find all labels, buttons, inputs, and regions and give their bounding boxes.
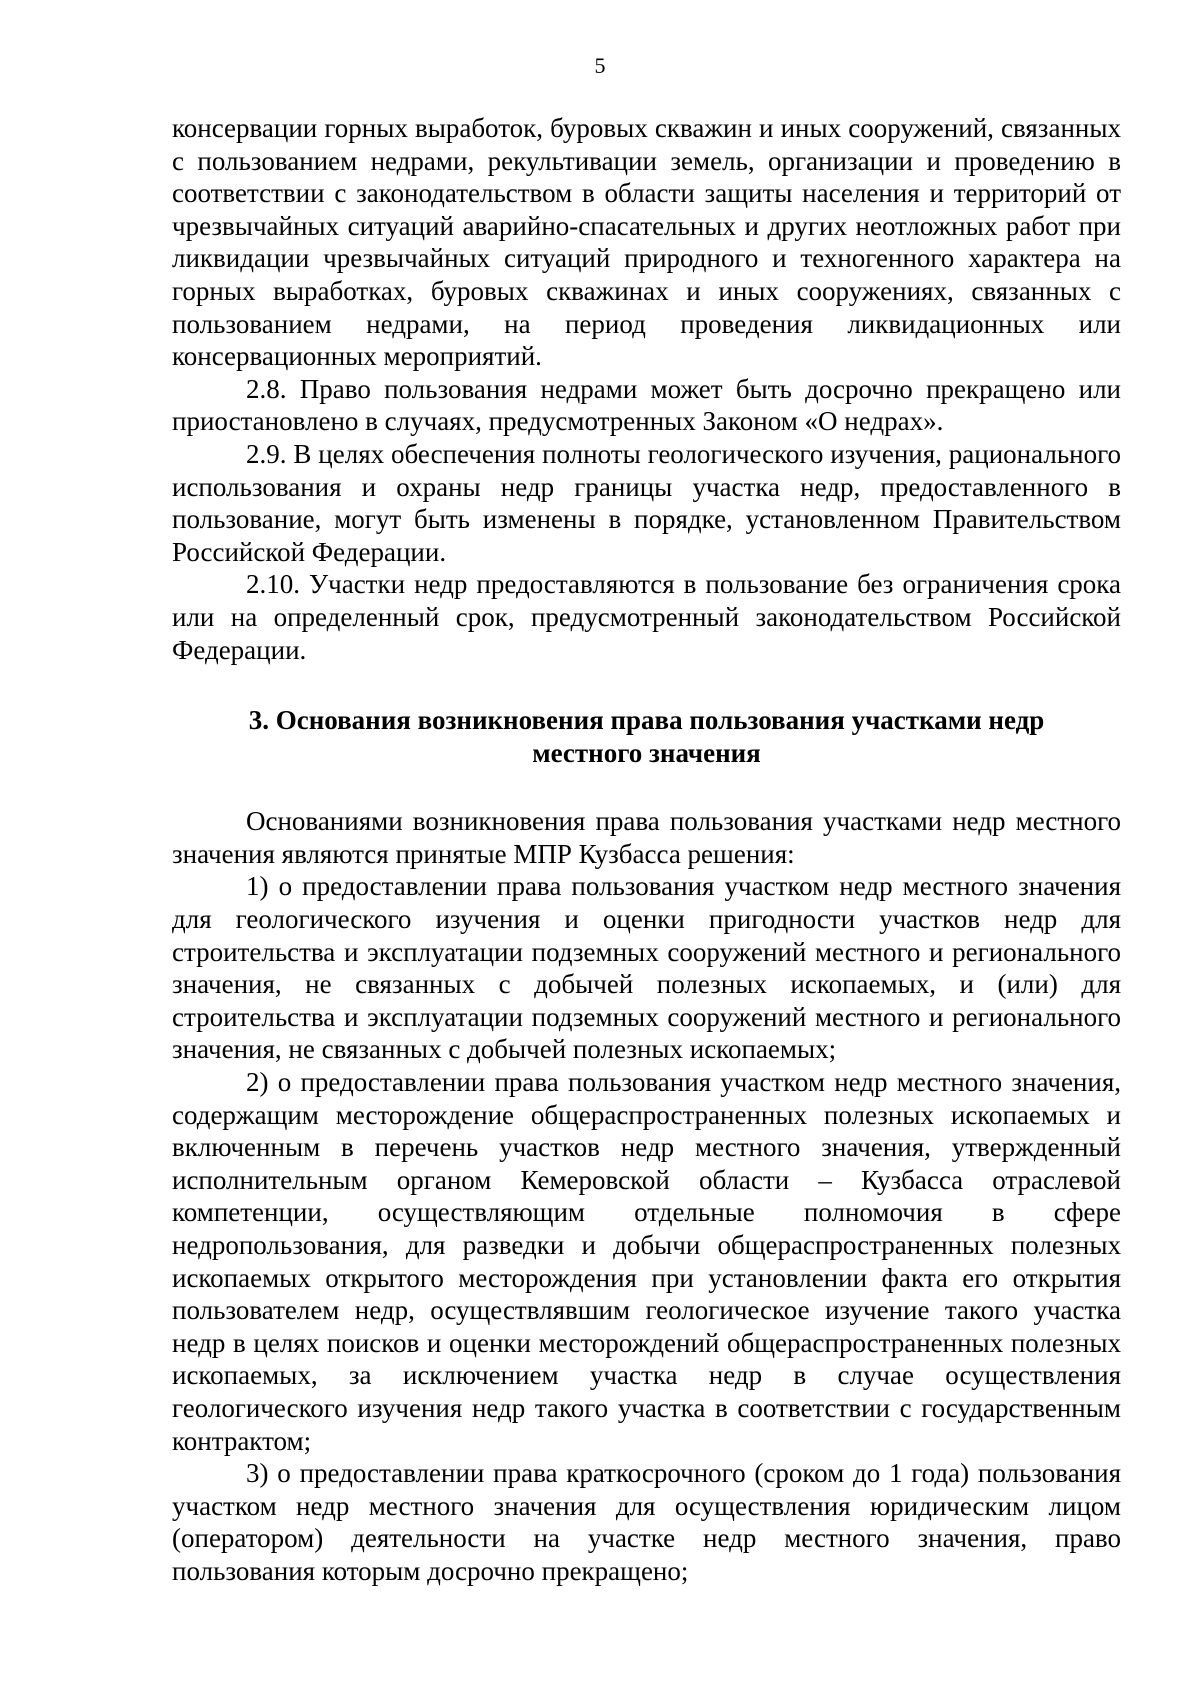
paragraph-2-8: 2.8. Право пользования недрами может быть досрочно прекращено или приостановлено в случаях, предусмотренных Законом «О недрах». [172, 373, 1121, 437]
section-3-item-2: 2) о предоставлении права пользования участком недр местного значения, содержащим месторождение общераспространенных полезных ископаемых и включенным в перечень участков недр местного значения, утвержденный исполнительным органом Кемеровской области – Кузбасса отраслевой компетенции, осуществляющим отдельные полномочия в сфере недропользования, для разведки и добычи общераспространенных полезных ископаемых открытого месторождения при установлении факта его открытия пользователем недр, осуществлявшим геологическое изучение такого участка недр в целях поисков и оценки месторождений общераспространенных полезных ископаемых, за исключением участка недр в случае осуществления геологического изучения недр такого участка в соответствии с государственным контрактом; [172, 1067, 1121, 1456]
section-3-title [172, 704, 1121, 769]
paragraph-2-9: 2.9. В целях обеспечения полноты геологического изучения, рационального использования и охраны недр границы участка недр, предоставленного в пользование, могут быть изменены в порядке, установленном Правительством Российской Федерации. [172, 438, 1121, 567]
paragraph-2-10: 2.10. Участки недр предоставляются в пользование без ограничения срока или на определенный срок, предусмотренный законодательством Российской Федерации. [172, 569, 1121, 665]
section-3-item-3: 3) о предоставлении права краткосрочного (сроком до 1 года) пользования участком недр местного значения для осуществления юридическим лицом (оператором) деятельности на участке недр местного значения, право пользования которым досрочно прекращено; [172, 1458, 1121, 1586]
section-3-item-1: 1) о предоставлении права пользования участком недр местного значения для геологического изучения и оценки пригодности участков недр для строительства и эксплуатации подземных сооружений местного и регионального значения, не связанных с добычей полезных ископаемых, и (или) для строительства и эксплуатации подземных сооружений местного и регионального значения, не связанных с добычей полезных ископаемых; [172, 871, 1121, 1065]
section-3-intro: Основаниями возникновения права пользования участками недр местного значения являются принятые МПР Кузбасса решения: [172, 806, 1121, 869]
section-3-title-line-2: местного значения [532, 737, 761, 768]
section-3-title-line-1: 3. Основания возникновения права пользования участками недр [248, 705, 1045, 736]
page-number: 5 [594, 53, 606, 78]
paragraph-continuation: консервации горных выработок, буровых скважин и иных сооружений, связанных с пользованием недрами, рекультивации земель, организации и проведению в соответствии с законодательством в области защиты населения и территорий от чрезвычайных ситуаций аварийно-спасательных и других неотложных работ при ликвидации чрезвычайных ситуаций природного и техногенного характера на горных выработках, буровых скважинах и иных сооружениях, связанных с пользованием недрами, на период проведения ликвидационных или консервационных мероприятий. [172, 113, 1121, 372]
document-body [172, 112, 1121, 1588]
